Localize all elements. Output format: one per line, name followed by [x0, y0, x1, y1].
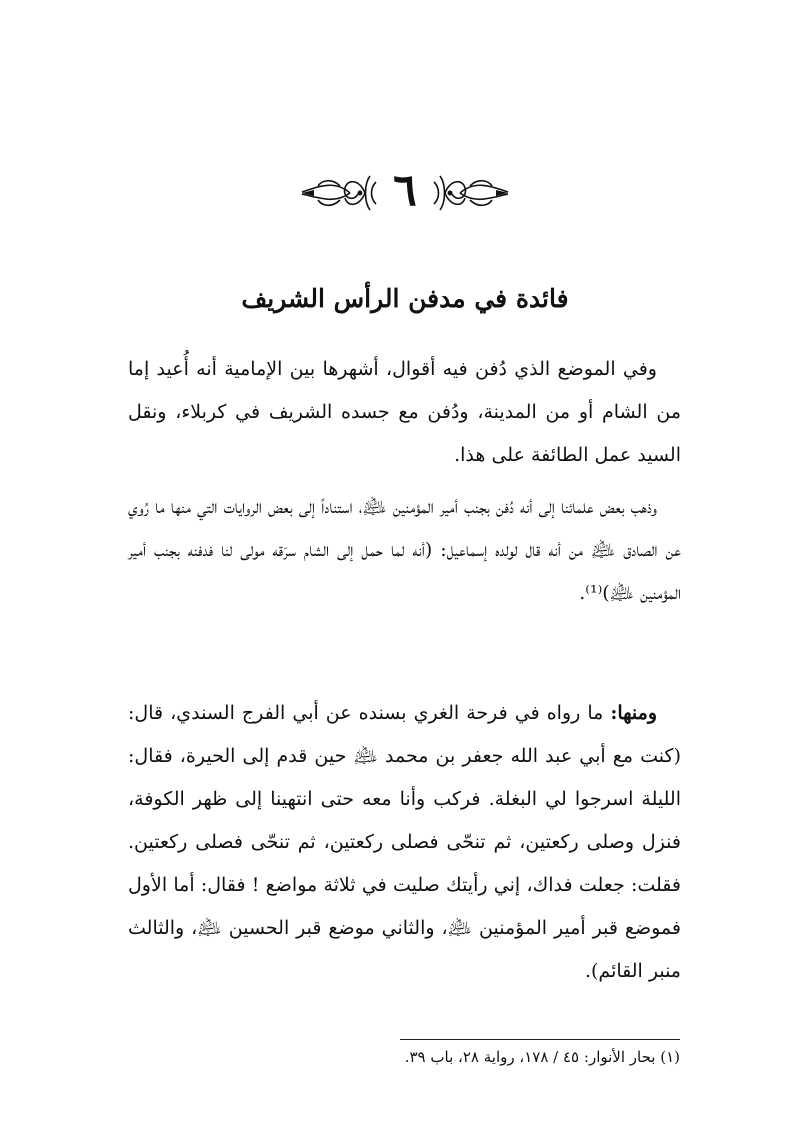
paragraph-1 — [128, 348, 681, 477]
paragraph-3 — [128, 692, 681, 993]
paragraph-3-text: ما رواه في فرحة الغري بسنده عن أبي الفرج السندي، قال: (كنت مع أبي عبد الله جعفر بن محمد ﵇ حين قدم إلى الحيرة، فقال: الليلة اسرجوا لي البغلة. فركب وأنا معه حتى انتهينا إلى ظهر الكوفة، فنزل وصلى ركعتين، ثم تنحّى فصلى ركعتين، ثم تنحّى فصلى ركعتين. فقلت: جعلت فداك، إني رأيتك صليت في ثلاثة مواضع ! فقال: أما الأول فموضع قبر أمير المؤمنين ﵇، والثاني موضع قبر الحسين ﵇، والثالث منبر القائم). — [128, 702, 682, 982]
section-title: فائدة في مدفن الرأس الشريف — [241, 284, 569, 313]
paragraph-3-lead: ومنها: — [610, 702, 657, 724]
chapter-number: ٦ — [393, 165, 417, 216]
paragraph-1-text: وفي الموضع الذي دُفن فيه أقوال، أشهرها بين الإمامية أنه أُعيد إما من الشام أو من المدينة، ودُفن مع جسده الشريف في كربلاء، ونقل السيد عمل الطائفة على هذا. — [128, 358, 681, 466]
paragraph-2-text: وذهب بعض علمائنا إلى أنه دُفن بجنب أمير المؤمنين ﵇، استناداً إلى بعض الروايات التي منها ما رُوي عن الصادق ﵇ من أنه قال لولده إسماعيل: (أنه لما حمل إلى الشام سرَقه مولى لنا فدفنه بجنب أمير المؤمنين ﵇)⁽¹⁾. — [128, 496, 681, 604]
footnote: (١) بحار الأنوار: ٤٥ / ١٧٨، رواية ٢٨، باب ٣٩. — [404, 1048, 680, 1066]
paragraph-2 — [128, 486, 681, 615]
footnote-divider — [400, 1039, 680, 1040]
